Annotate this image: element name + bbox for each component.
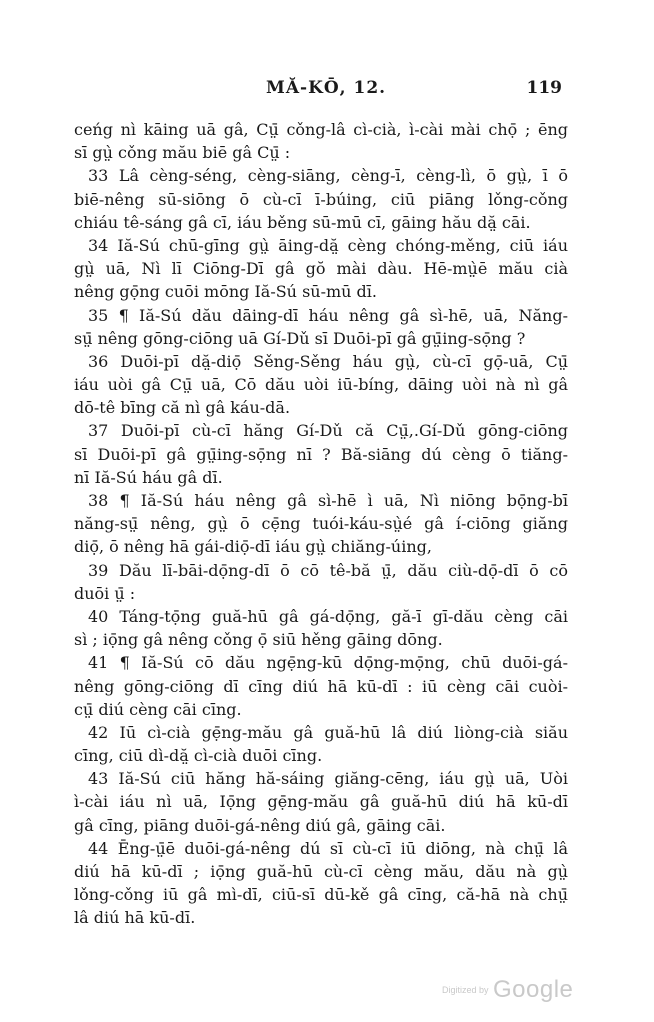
text-line: diú hā kū-dī ; iọ̄ng guă-hū cù-cī cèng mău, dău nà gṳ̀ <box>74 862 568 881</box>
text-line: diọ̄, ō nêng hā gái-diọ̄-dī iáu gṳ̀ chiăng-úing, <box>74 537 432 557</box>
watermark-prefix: Digitized by <box>442 985 489 995</box>
verse-35-start: 35 ¶ Iă-Sú dău dāing-dī háu nêng gâ sì-hē, uā, Năng- <box>88 305 568 325</box>
verse-37-start: 37 Duōi-pī cù-cī hăng Gí-Dǔ că Cṳ̄,.Gí-Dǔ gōng-ciōng <box>88 421 568 441</box>
google-watermark <box>442 976 573 1004</box>
verse-42-start: 42 Iū cì-cià gẹ̄ng-mău gâ guă-hū lâ diú liòng-cià siău <box>88 722 568 742</box>
text-line: biē-nêng sū-siōng ō cù-cī ī-búing, ciū piāng lǒng-cǒng <box>74 189 568 209</box>
text-line: gṳ̀ uā, Nì lī Ciōng-Dī gâ gŏ mài dàu. Hē-mṳ̀ē mău cià <box>74 259 568 279</box>
page-number: 119 <box>526 78 562 98</box>
verse-43-start: 43 Iă-Sú ciū hăng hă-sáing giăng-cēng, iáu gṳ̀ uā, Uòi <box>88 769 568 789</box>
text-line: nī Iă-Sú háu gâ dī. <box>74 467 223 487</box>
text-line: dō-tê bīng că nì gâ káu-dā. <box>74 398 291 418</box>
text-line: cīng, ciū dì-dă̤ cì-cià duōi cīng. <box>74 746 323 766</box>
text-line: gâ cīng, piāng duōi-gá-nêng diú gâ, gāing cāi. <box>74 815 446 835</box>
text-line: ì-cài iáu nì uā, Iọ̄ng gẹ̄ng-mău gâ guă-hū diú hā kū-dī <box>74 792 568 812</box>
text-line: sī Duōi-pī gâ gṳ̄ing-sọ̄ng nī ? Bă-siāng dú cèng ō tiăng- <box>74 444 568 464</box>
google-logo: Google <box>492 976 574 1003</box>
verse-36-start: 36 Duōi-pī dă̤-diọ̄ Sěng-Sěng háu gṳ̀, cù-cī gọ̄-uā, Cṳ̄ <box>88 351 568 371</box>
verse-34-start: 34 Iă-Sú chū-gīng gṳ̀ āing-dă̤ cèng chóng-měng, ciū iáu <box>88 235 568 255</box>
text-line: chiáu tê-sáng gâ cī, iáu běng sū-mū cī, gāing hău dă̤ cāi. <box>74 212 531 232</box>
text-line: sī gṳ̀ cǒng mău biē gâ Cṳ̄ : <box>74 143 291 163</box>
text-line: iáu uòi gâ Cṳ̄ uā, Cō dău uòi iū-bíng, dāing uòi nà nì gâ <box>74 375 568 395</box>
text-line: ceńg nì kāing uā gâ, Cṳ̄ cǒng-lâ cì-cià, ì-cài mài chọ̄ ; ēng <box>74 120 568 139</box>
text-line: lâ diú hā kū-dī. <box>74 908 196 928</box>
verse-40-start: 40 Táng-tọ̄ng guă-hū gâ gá-dọ̄ng, gă-ī gī-dău cèng cāi <box>88 606 568 626</box>
verse-38-start: 38 ¶ Iă-Sú háu nêng gâ sì-hē ì uā, Nì niōng bọ̄ng-bī <box>88 491 568 510</box>
verse-33-start: 33 Lâ cèng-séng, cèng-siāng, cèng-ī, cèng-lì, ō gṳ̀, ī ō <box>88 166 568 186</box>
text-line: nêng gōng-ciōng dī cīng diú hā kū-dī : iū cèng cāi cuòi- <box>74 676 568 696</box>
text-line: duōi ṳ̄ : <box>74 583 136 603</box>
body-text <box>74 118 568 930</box>
page-header <box>74 78 562 100</box>
text-line: sì ; iọ̄ng gâ nêng cǒng ọ̄ siū hěng gāing dōng. <box>74 630 443 650</box>
verse-41-start: 41 ¶ Iă-Sú cō dău ngẹ̄ng-kū dọ̄ng-mọ̄ng, chū duōi-gá- <box>88 653 568 673</box>
verse-44-start: 44 Ēng-ṳ̄ē duōi-gá-nêng dú sī cù-cī iū diōng, nà chṳ̄ lâ <box>88 838 568 858</box>
verse-39-start: 39 Dău lī-bāi-dọ̄ng-dī ō cō tê-bă ṳ̄, dău ciù-dọ̄-dī ō cō <box>88 560 568 580</box>
text-line: nêng gọ̄ng cuōi mōng Iă-Sú sū-mū dī. <box>74 282 377 302</box>
text-line: sṳ̄ nêng gōng-ciōng uā Gí-Dǔ sī Duōi-pī gâ gṳ̄ing-sọ̄ng ? <box>74 328 526 348</box>
running-title: MĂ-KŌ, 12. <box>266 78 387 98</box>
text-line: cṳ̄ diú cèng cāi cīng. <box>74 699 242 719</box>
text-line: năng-sṳ̄ nêng, gṳ̀ ō cẹ̄ng tuói-káu-sṳ̀é gâ í-ciōng giăng <box>74 514 568 534</box>
text-line: lǒng-cǒng iū gâ mì-dī, ciū-sī dū-kě gâ cīng, că-hā nà chṳ̄ <box>74 885 568 905</box>
